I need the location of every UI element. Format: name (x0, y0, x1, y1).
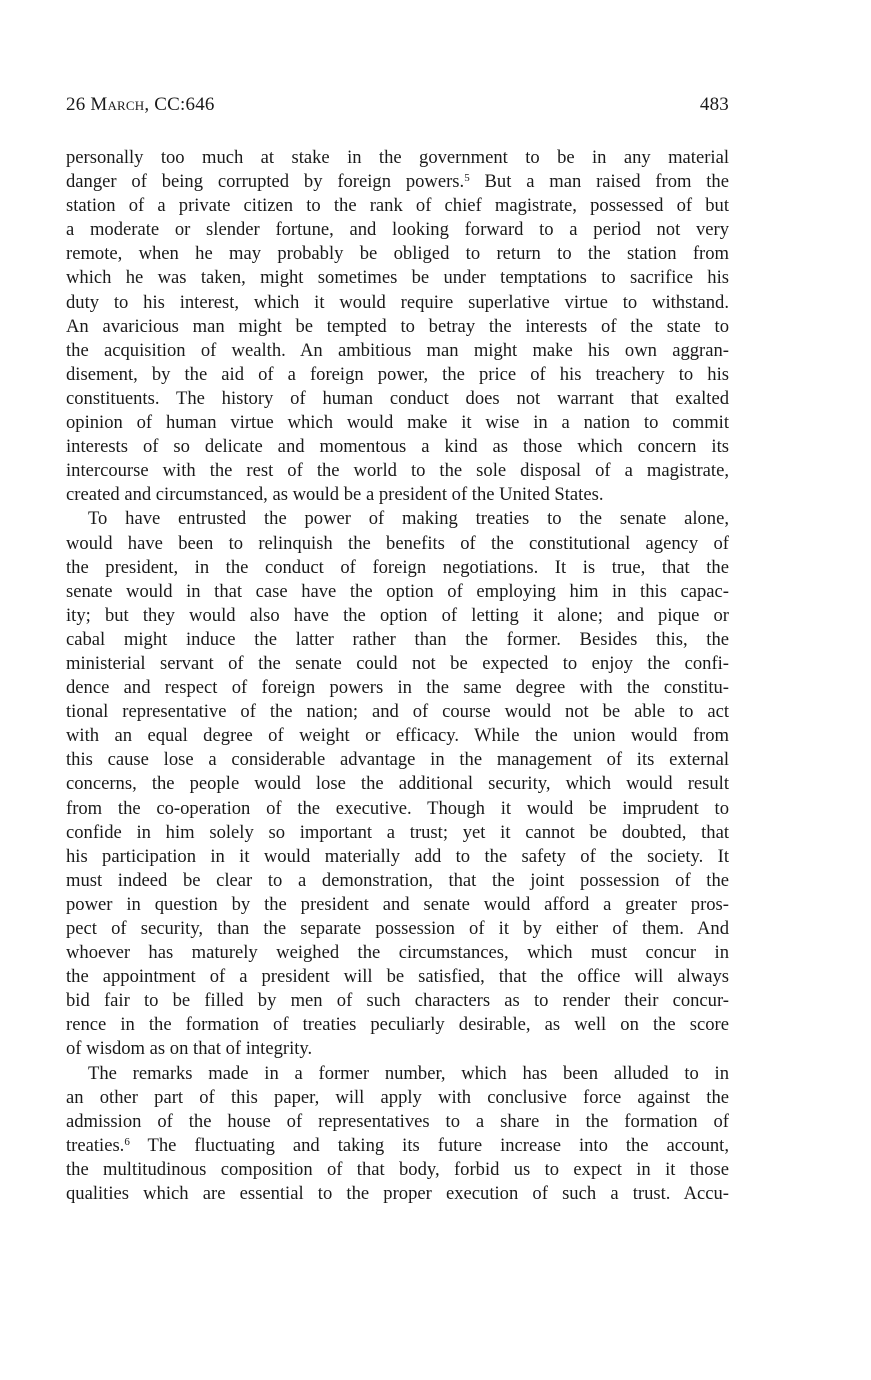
text-line: intercourse with the rest of the world to the sole disposal of a magistrate, (66, 460, 729, 482)
text-line: concerns, the people would lose the additional security, which would result (66, 773, 729, 795)
text-line: remote, when he may probably be obliged to return to the station from (66, 243, 729, 265)
text-line: confide in him solely so important a trust; yet it cannot be doubted, that (66, 821, 729, 843)
text-line: station of a private citizen to the rank of chief magistrate, possessed of but (66, 195, 729, 217)
text-line: ministerial servant of the senate could not be expected to enjoy the confi- (66, 652, 729, 674)
text-line: constituents. The history of human conduct does not warrant that exalted (66, 387, 729, 409)
running-head (66, 94, 729, 124)
text-line: whoever has maturely weighed the circumstances, which must concur in (66, 942, 729, 964)
text-line: the acquisition of wealth. An ambitious man might make his own aggran- (66, 339, 729, 361)
document-page (66, 94, 729, 1205)
text-line: from the co-operation of the executive. Though it would be imprudent to (66, 797, 729, 819)
text-line: rence in the formation of treaties peculiarly desirable, as well on the score (66, 1014, 729, 1036)
text-line: An avaricious man might be tempted to betray the interests of the state to (66, 315, 729, 337)
text-line: would have been to relinquish the benefits of the constitutional agency of (66, 532, 729, 554)
text-line: with an equal degree of weight or efficacy. While the union would from (66, 725, 729, 747)
text-line: cabal might induce the latter rather than the former. Besides this, the (66, 628, 729, 650)
body-text (66, 146, 729, 1206)
text-line: disement, by the aid of a foreign power, the price of his treachery to his (66, 363, 729, 385)
footnote-ref: 5 (464, 172, 470, 185)
text-line: senate would in that case have the option of employing him in this capac- (66, 580, 729, 602)
text-line: qualities which are essential to the proper execution of such a trust. Accu- (66, 1183, 729, 1205)
text-line: which he was taken, might sometimes be under temptations to sacrifice his (66, 267, 729, 289)
text-line: duty to his interest, which it would require superlative virtue to withstand. (66, 291, 729, 313)
text-line: this cause lose a considerable advantage in the management of its external (66, 749, 729, 771)
text-line: interests of so delicate and momentous a kind as those which concern its (66, 436, 729, 458)
text-line: an other part of this paper, will apply with conclusive force against the (66, 1086, 729, 1108)
running-head-title: 26 March, CC:646 (66, 94, 215, 115)
text-line: bid fair to be filled by men of such characters as to render their concur- (66, 990, 729, 1012)
text-line: the multitudinous composition of that body, forbid us to expect in it those (66, 1158, 729, 1180)
text-line: created and circumstanced, as would be a president of the United States. (66, 484, 604, 506)
text-line: pect of security, than the separate possession of it by either of them. And (66, 918, 729, 939)
text-line: a moderate or slender fortune, and looking forward to a period not very (66, 219, 729, 241)
text-line: dence and respect of foreign powers in the same degree with the constitu- (66, 677, 729, 699)
text-line: To have entrusted the power of making treaties to the senate alone, (88, 508, 729, 530)
footnote-ref: 6 (124, 1135, 130, 1148)
text-line: his participation in it would materially add to the safety of the society. It (66, 845, 729, 867)
text-line: must indeed be clear to a demonstration, that the joint possession of the (66, 869, 729, 891)
text-line: treaties.$^6$ The fluctuating and taking its future increase into the account, (66, 1134, 729, 1156)
text-line: The remarks made in a former number, which has been alluded to in (88, 1062, 729, 1084)
text-line: power in question by the president and senate would afford a greater pros- (66, 893, 729, 915)
text-line: the appointment of a president will be satisfied, that the office will always (66, 966, 729, 988)
text-line: personally too much at stake in the government to be in any material (66, 147, 729, 168)
text-line: the president, in the conduct of foreign negotiations. It is true, that the (66, 556, 729, 578)
text-line: of wisdom as on that of integrity. (66, 1038, 313, 1060)
text-line: opinion of human virtue which would make it wise in a nation to commit (66, 412, 729, 434)
page-number: 483 (699, 94, 729, 115)
text-line: danger of being corrupted by foreign powers.$^5$ But a man raised from the (66, 171, 729, 193)
document-id: , CC:646 (144, 94, 215, 115)
text-line: tional representative of the nation; and of course would not be able to act (66, 701, 729, 723)
text-line: ity; but they would also have the option of letting it alone; and pique or (66, 604, 729, 626)
text-line: admission of the house of representatives to a share in the formation of (66, 1110, 729, 1132)
month-smallcaps: March (90, 94, 145, 115)
